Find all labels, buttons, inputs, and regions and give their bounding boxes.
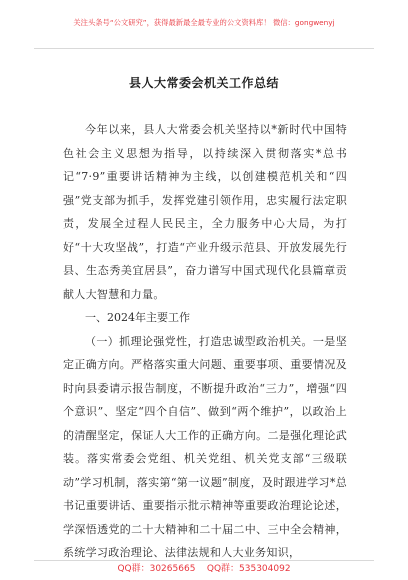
header-divider [34, 48, 374, 49]
intro-paragraph: 今年以来，县人大常委会机关坚持以*新时代中国特色社会主义思想为指导，以持续深入贯彻落实*总书记“7·9”重要讲话精神为主线，以创建模范机关和“四强”党支部为抓手，发挥党建引领作用，忠实履行法定职责，发展全过程人民民主，全力服务中心大局，为打好“十大攻坚战”，打造“产业升级示范县、开放发展先行县、生态秀美宜居县”，奋力谱写中国式现代化县篇章贡献人大智慧和力量。 [63, 123, 347, 301]
document-body [63, 118, 347, 565]
footer-qq-groups: QQ群：30265665 QQ群：535304092 [117, 564, 291, 574]
body-paragraph: （一）抓理论强党性，打造忠诚型政治机关。一是坚定正确方向。严格落实重大问题、重要事项、重要情况及时向县委请示报告制度，不断提升政治“三力”，增强“四个意识”、坚定“四个自信”、做到“两个维护”，以政治上的清醒坚定，保证人大工作的正确方向。二是强化理论武装。落实常委会党组、机关党组、机关党支部“三级联动”学习机制，落实第“第一议题”制度，及时跟进学习*总书记重要讲话、重要指示批示精神等重要政治理论论述，学深悟透党的二十大精神和二十届二中、三中全会精神，系统学习政治理论、法律法规和人大业务知识， [63, 334, 347, 559]
top-banner: 关注头条号“公文研究”，获得最新最全最专业的公文资料库！ 微信：gongwenyj [73, 18, 335, 27]
document-title: 县人大常委会机关工作总结 [128, 76, 279, 90]
section-heading: 一、2024年主要工作 [85, 311, 190, 324]
